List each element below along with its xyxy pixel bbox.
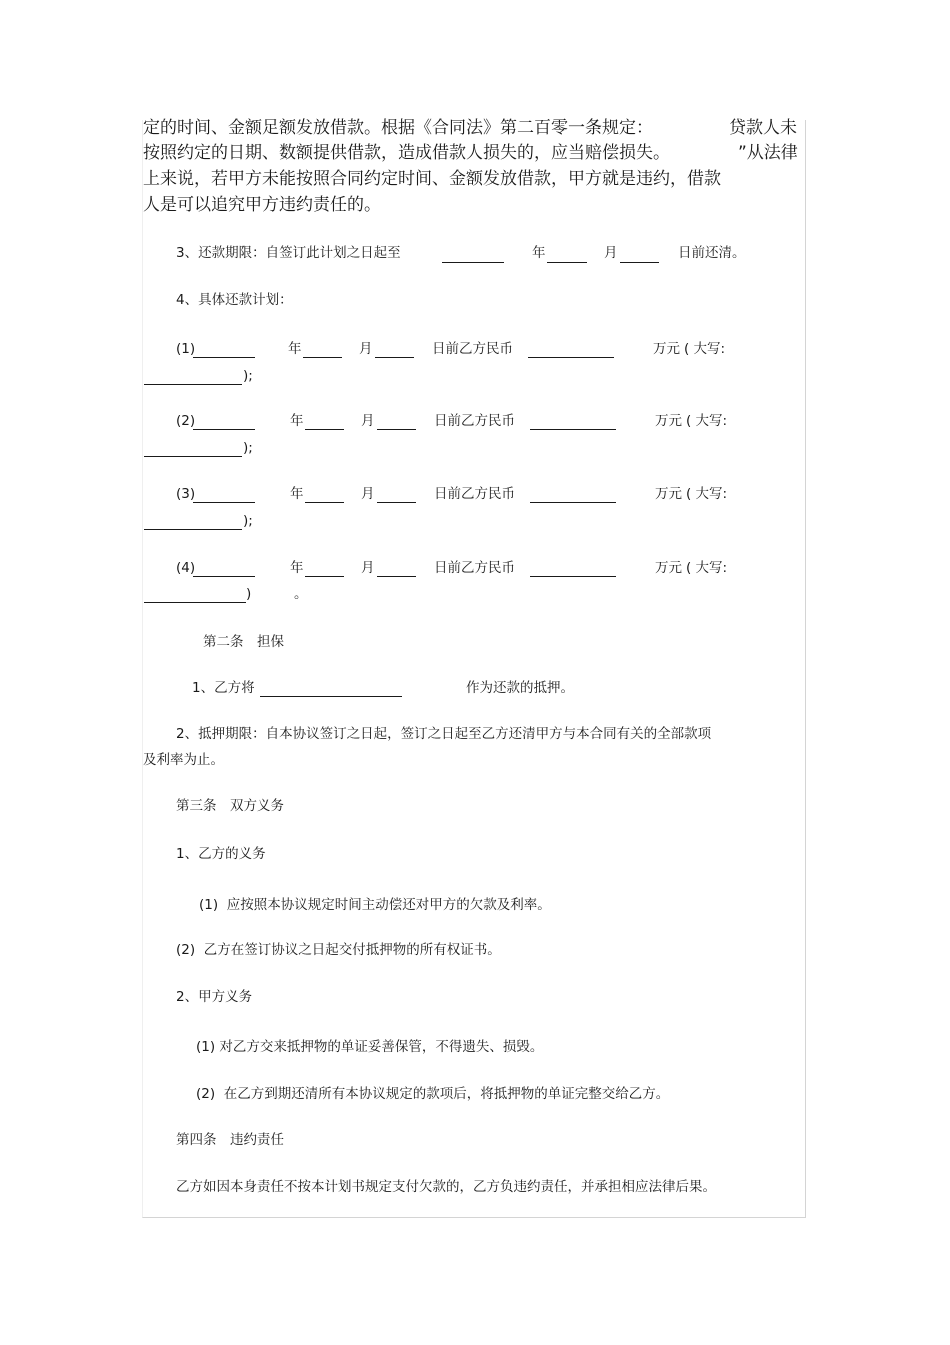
party-a-duty-1: (1) 对乙方交来抵押物的单证妥善保管，不得遗失、损毁。 <box>196 1039 544 1055</box>
art2-clause-2-line-1: 2、抵押期限：自本协议签订之日起，签订之日起至乙方还清甲方与本合同有关的全部款项 <box>176 726 712 742</box>
plan-daxie-blank <box>144 529 242 530</box>
intro-line-2a: 按照约定的日期、数额提供借款，造成借款人损失的，应当赔偿损失。 <box>143 143 670 163</box>
plan-unit-label: 万元 <box>655 486 682 502</box>
plan-before-label: 日前乙方民币 <box>434 560 515 576</box>
plan-before-label: 日前乙方民币 <box>434 413 515 429</box>
plan-year-label: 年 <box>290 560 304 576</box>
party-b-duty-2: (2) 乙方在签订协议之日起交付抵押物的所有权证书。 <box>176 942 501 958</box>
plan-item-number: (2) <box>176 413 196 429</box>
collateral-blank <box>260 696 402 697</box>
term-year-blank <box>442 262 504 263</box>
plan-year-label: 年 <box>290 413 304 429</box>
term-month-blank <box>547 262 587 263</box>
party-a-duty-2: (2) 在乙方到期还清所有本协议规定的款项后，将抵押物的单证完整交给乙方。 <box>196 1086 670 1102</box>
plan-year-label: 年 <box>290 486 304 502</box>
art2-clause-1-suffix: 作为还款的抵押。 <box>466 680 574 696</box>
party-b-duties-title: 1、乙方的义务 <box>176 846 266 862</box>
intro-line-3: 上来说，若甲方未能按照合同约定时间、金额发放借款，甲方就是违约，借款 <box>143 169 721 189</box>
plan-final-period: 。 <box>294 586 308 602</box>
intro-line-1b: 贷款人未 <box>729 118 797 138</box>
plan-unit-label: 万元 <box>655 560 682 576</box>
plan-amount-blank <box>530 502 616 503</box>
plan-year-blank <box>303 357 342 358</box>
article-4-title: 第四条 违约责任 <box>176 1132 284 1148</box>
plan-title: 4、具体还款计划： <box>176 292 293 308</box>
plan-unit-label: 万元 <box>655 413 682 429</box>
plan-before-label: 日前乙方民币 <box>434 486 515 502</box>
intro-line-4: 人是可以追究甲方违约责任的。 <box>143 195 381 215</box>
plan-year-blank <box>305 576 344 577</box>
term-prefix: 3、还款期限：自签订此计划之日起至 <box>176 245 401 261</box>
plan-month-label: 月 <box>361 413 375 429</box>
term-year-label: 年 <box>532 245 546 261</box>
plan-year-blank <box>305 429 344 430</box>
art2-clause-1-prefix: 1、乙方将 <box>192 680 255 696</box>
plan-item-end: ); <box>243 368 253 384</box>
plan-month-label: 月 <box>359 341 373 357</box>
plan-item-number: (4) <box>176 560 196 576</box>
party-a-duties-title: 2、甲方义务 <box>176 989 253 1005</box>
plan-month-blank <box>377 576 416 577</box>
intro-line-2b: ”从法律 <box>738 143 798 163</box>
article-3-title: 第三条 双方义务 <box>176 798 284 814</box>
plan-item-index-blank <box>193 429 255 430</box>
plan-item-index-blank <box>193 502 255 503</box>
intro-line-1a: 定的时间、金额足额发放借款。根据《合同法》第二百零一条规定： <box>143 118 653 138</box>
plan-item-index-blank <box>193 576 255 577</box>
plan-item-end: ); <box>243 440 253 456</box>
plan-daxie-label: ( 大写: <box>686 486 728 502</box>
plan-item-index-blank <box>193 357 255 358</box>
plan-unit-label: 万元 <box>653 341 680 357</box>
term-suffix: 日前还清。 <box>678 245 746 261</box>
plan-before-label: 日前乙方民币 <box>432 341 513 357</box>
plan-month-blank <box>377 502 416 503</box>
plan-daxie-blank <box>144 602 246 603</box>
article-4-body: 乙方如因本身责任不按本计划书规定支付欠款的，乙方负违约责任，并承担相应法律后果。 <box>176 1179 716 1195</box>
article-2-title: 第二条 担保 <box>203 634 284 650</box>
plan-year-label: 年 <box>288 341 302 357</box>
plan-month-label: 月 <box>361 486 375 502</box>
art2-clause-2-line-2: 及利率为止。 <box>143 752 224 768</box>
plan-month-blank <box>377 429 416 430</box>
plan-amount-blank <box>530 429 616 430</box>
plan-daxie-label: ( 大写: <box>686 560 728 576</box>
party-b-duty-1: (1) 应按照本协议规定时间主动偿还对甲方的欠款及利率。 <box>199 897 551 913</box>
plan-amount-blank <box>530 576 616 577</box>
plan-item-number: (1) <box>176 341 196 357</box>
plan-daxie-label: ( 大写: <box>684 341 726 357</box>
term-day-blank <box>620 262 659 263</box>
plan-month-label: 月 <box>361 560 375 576</box>
plan-daxie-label: ( 大写: <box>686 413 728 429</box>
plan-item-end: ); <box>243 513 253 529</box>
plan-item-end: ) <box>246 586 252 602</box>
plan-month-blank <box>375 357 414 358</box>
plan-daxie-blank <box>144 384 242 385</box>
term-month-label: 月 <box>604 245 618 261</box>
plan-amount-blank <box>528 357 614 358</box>
plan-item-number: (3) <box>176 486 196 502</box>
plan-daxie-blank <box>144 456 242 457</box>
plan-year-blank <box>305 502 344 503</box>
